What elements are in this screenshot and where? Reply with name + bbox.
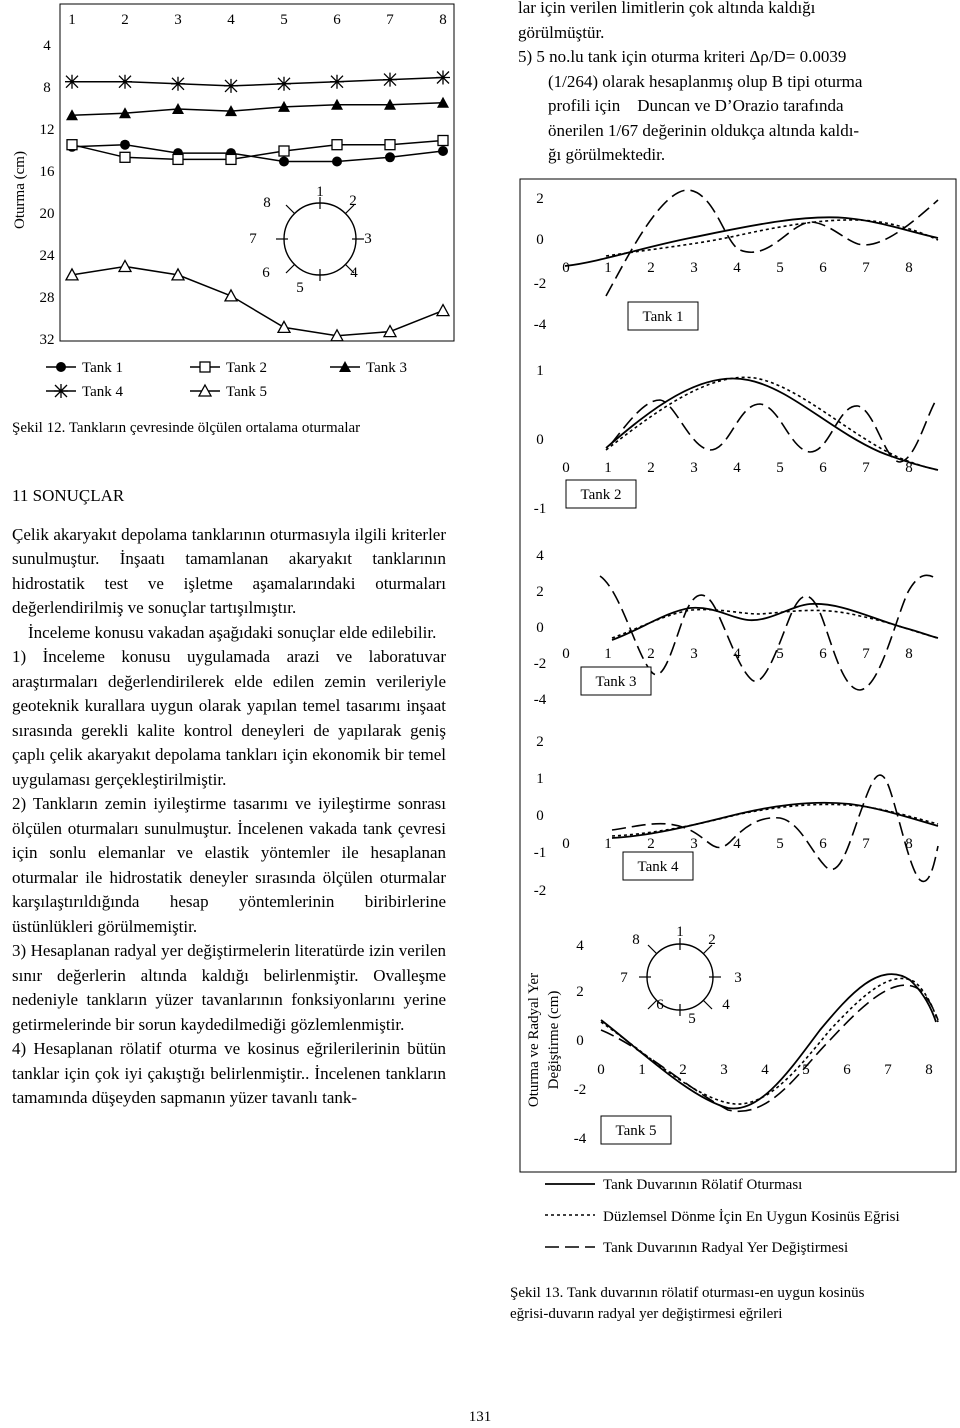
fig13-xtick: 6 bbox=[819, 646, 827, 662]
list-item: 3) Hesaplanan radyal yer değiştirmelerin literatürde izin verilen sınır değerlerin altında kaldığı belirlenmiştir. Ovalleşme nedeniyle tankların yüzer tavanlarının fonksiyonlarını yerine getirmelerinde bir sorun kaydedilmediği gözlemlenmiştir. bbox=[12, 941, 446, 1034]
fig13-xtick: 5 bbox=[776, 260, 784, 276]
fig13-xtick-labels bbox=[562, 260, 913, 276]
fig13-chart bbox=[510, 179, 956, 1322]
fig13-panel-tank4 bbox=[534, 734, 938, 899]
fig13-xtick: 3 bbox=[720, 1062, 728, 1078]
fig13-xtick: 2 bbox=[647, 646, 655, 662]
fig12-xtick: 6 bbox=[333, 12, 341, 28]
fig12-caption: Şekil 12. Tankların çevresinde ölçülen ortalama oturmalar bbox=[12, 420, 361, 436]
fig12-inset-label: 8 bbox=[263, 195, 271, 211]
fig12-inset-tick bbox=[286, 205, 295, 214]
fig13-xtick: 7 bbox=[862, 646, 870, 662]
fig13-xtick-labels bbox=[562, 460, 913, 476]
fig12-legend-label: Tank 2 bbox=[226, 360, 268, 376]
fig13-xtick: 7 bbox=[862, 460, 870, 476]
fig12-inset-label: 5 bbox=[296, 280, 304, 296]
text-line: önerilen 1/67 değerinin oldukça altında kaldı- bbox=[548, 120, 860, 140]
fig13-inset-label: 5 bbox=[688, 1011, 696, 1027]
fig13-xtick: 0 bbox=[562, 460, 570, 476]
fig12-chart bbox=[12, 4, 454, 436]
fig13-ytick: 0 bbox=[536, 432, 544, 448]
fig12-tank-inset bbox=[249, 184, 372, 296]
series-5-point bbox=[437, 305, 449, 316]
section-heading: 11 SONUÇLAR bbox=[12, 486, 125, 505]
series-4-point bbox=[224, 79, 238, 93]
fig12-ytick: 16 bbox=[39, 164, 55, 180]
fig13-xtick: 5 bbox=[776, 646, 784, 662]
fig12-legend-marker-asterisk bbox=[54, 384, 68, 398]
fig13-tank2-relative-settlement bbox=[606, 378, 938, 470]
series-4-point bbox=[330, 75, 344, 89]
fig12-xtick: 2 bbox=[121, 12, 129, 28]
fig13-ytick: -1 bbox=[533, 845, 547, 861]
fig13-inset-label: 8 bbox=[632, 932, 640, 948]
fig13-xtick: 2 bbox=[679, 1062, 687, 1078]
fig12-ytick: 4 bbox=[43, 38, 51, 54]
fig13-xtick: 7 bbox=[884, 1062, 892, 1078]
series-2-point bbox=[67, 140, 77, 150]
fig12-inset-label: 4 bbox=[350, 265, 358, 281]
fig13-ytick: -2 bbox=[573, 1082, 587, 1098]
fig13-ytick: 1 bbox=[536, 771, 544, 787]
fig13-xtick: 7 bbox=[862, 260, 870, 276]
fig13-ylabel-line2: Değiştirme (cm) bbox=[546, 990, 562, 1090]
fig12-legend-label: Tank 1 bbox=[82, 360, 124, 376]
fig13-panel-label: Tank 1 bbox=[642, 309, 684, 325]
fig13-xtick: 6 bbox=[819, 460, 827, 476]
series-4-point bbox=[277, 77, 291, 91]
fig13-ytick: 2 bbox=[536, 584, 544, 600]
right-column-top bbox=[518, 0, 958, 168]
fig13-xtick: 5 bbox=[776, 836, 784, 852]
series-1-point bbox=[120, 140, 130, 150]
fig13-xtick: 3 bbox=[690, 646, 698, 662]
fig13-ytick: 1 bbox=[536, 363, 544, 379]
fig12-xtick: 4 bbox=[227, 12, 235, 28]
fig13-xtick: 1 bbox=[604, 836, 612, 852]
series-1-point bbox=[332, 157, 342, 167]
fig13-panel-label: Tank 4 bbox=[637, 859, 679, 875]
text-line: görülmüştür. bbox=[518, 22, 605, 42]
fig13-xtick: 5 bbox=[802, 1062, 810, 1078]
fig12-xtick: 8 bbox=[439, 12, 447, 28]
fig13-ytick: 4 bbox=[576, 938, 584, 954]
fig12-inset-tick bbox=[286, 264, 295, 273]
fig13-legend-label: Düzlemsel Dönme İçin En Uygun Kosinüs Eğrisi bbox=[603, 1209, 900, 1225]
fig13-ytick: 0 bbox=[536, 232, 544, 248]
fig13-xtick: 6 bbox=[843, 1062, 851, 1078]
series-line-5 bbox=[72, 267, 443, 336]
series-2-point bbox=[226, 154, 236, 164]
fig13-xtick: 3 bbox=[690, 260, 698, 276]
fig13-xtick: 6 bbox=[819, 260, 827, 276]
fig13-legend bbox=[545, 1177, 900, 1256]
series-2-point bbox=[120, 152, 130, 162]
fig12-legend bbox=[46, 360, 407, 400]
series-5-point bbox=[278, 321, 290, 332]
fig13-xtick-labels bbox=[597, 1062, 933, 1078]
series-5-point bbox=[225, 290, 237, 301]
text-line: lar için verilen limitlerin çok altında kaldığı bbox=[518, 0, 816, 17]
fig12-ytick-labels bbox=[40, 38, 56, 348]
series-1-point bbox=[385, 152, 395, 162]
text-line: 5) 5 no.lu tank için oturma kriteri Δρ/D= 0.0039 bbox=[518, 47, 847, 66]
fig12-legend-label: Tank 5 bbox=[226, 384, 268, 400]
series-4-point bbox=[118, 75, 132, 89]
fig13-xtick: 2 bbox=[647, 260, 655, 276]
fig13-ytick: 2 bbox=[536, 734, 544, 750]
fig13-xtick: 2 bbox=[647, 836, 655, 852]
fig13-inset-label: 6 bbox=[656, 997, 664, 1013]
series-2-point bbox=[438, 136, 448, 146]
series-5-point bbox=[119, 261, 131, 272]
fig13-tank2-radial-displacement bbox=[611, 400, 936, 462]
fig13-xtick: 8 bbox=[905, 646, 913, 662]
series-2-point bbox=[173, 154, 183, 164]
fig13-ylabel-line1: Oturma ve Radyal Yer bbox=[526, 972, 542, 1108]
fig13-xtick: 4 bbox=[733, 260, 741, 276]
fig12-ytick: 12 bbox=[39, 122, 55, 138]
fig13-ytick: -2 bbox=[533, 883, 547, 899]
left-column bbox=[12, 484, 446, 1111]
fig13-xtick: 0 bbox=[597, 1062, 605, 1078]
fig13-tank4-relative-settlement bbox=[612, 803, 938, 838]
fig13-inset-label: 7 bbox=[620, 970, 628, 986]
fig13-xtick: 4 bbox=[733, 646, 741, 662]
fig13-xtick: 1 bbox=[604, 646, 612, 662]
fig13-ytick: -1 bbox=[533, 501, 547, 517]
series-2-point bbox=[385, 140, 395, 150]
fig13-caption-line1: Şekil 13. Tank duvarının rölatif oturması-en uygun kosinüs bbox=[510, 1285, 865, 1301]
paragraph: İnceleme konusu vakadan aşağıdaki sonuçlar elde edilebilir. bbox=[28, 622, 437, 642]
fig13-ytick: 0 bbox=[536, 808, 544, 824]
page-number: 131 bbox=[468, 1409, 492, 1425]
fig13-xtick: 0 bbox=[562, 836, 570, 852]
fig13-tank4-cosine-fit bbox=[612, 804, 938, 836]
fig13-panel-tank2 bbox=[534, 363, 938, 517]
fig12-xtick: 1 bbox=[68, 12, 76, 28]
list-item: 4) Hesaplanan rölatif oturma ve kosinus eğrilerilerinin bütün tanklar için çok iyi çakıştığı belirlenmiştir.. İncelenen tankların tamamında düşeyden sapmanın yüzer tavanlı tank- bbox=[12, 1039, 446, 1107]
fig12-inset-label: 2 bbox=[349, 193, 357, 209]
series-4-point bbox=[436, 71, 450, 85]
fig13-xtick: 7 bbox=[862, 836, 870, 852]
fig13-tank1-radial-displacement bbox=[606, 190, 938, 296]
series-4-point bbox=[383, 73, 397, 87]
fig13-inset-label: 1 bbox=[676, 924, 684, 940]
fig13-ytick: 2 bbox=[576, 984, 584, 1000]
fig13-tank3-cosine-fit bbox=[612, 610, 938, 638]
fig13-xtick: 8 bbox=[905, 260, 913, 276]
fig12-xtick-labels bbox=[68, 12, 447, 28]
series-4-point bbox=[65, 75, 79, 89]
fig13-panel-tank3 bbox=[534, 548, 938, 708]
fig13-tank3-relative-settlement bbox=[612, 604, 938, 640]
fig13-xtick: 1 bbox=[638, 1062, 646, 1078]
fig13-panel-label: Tank 2 bbox=[580, 487, 622, 503]
fig13-tank5-cosine-fit bbox=[601, 978, 938, 1104]
series-2-point bbox=[332, 140, 342, 150]
fig13-ytick: -4 bbox=[533, 317, 547, 333]
fig12-ytick: 28 bbox=[39, 290, 55, 306]
fig13-xtick: 6 bbox=[819, 836, 827, 852]
fig13-legend-label: Tank Duvarının Radyal Yer Değiştirmesi bbox=[603, 1240, 849, 1256]
text-line: ğı görülmektedir. bbox=[548, 145, 666, 164]
fig12-ytick: 20 bbox=[39, 206, 55, 222]
fig13-ytick: 2 bbox=[536, 191, 544, 207]
fig13-tank1-relative-settlement bbox=[565, 217, 938, 266]
fig12-ytick: 8 bbox=[43, 80, 51, 96]
fig12-ylabel: Oturma (cm) bbox=[12, 151, 28, 229]
fig13-panel-tank5 bbox=[574, 924, 938, 1147]
fig12-xtick: 3 bbox=[174, 12, 182, 28]
fig13-xtick: 5 bbox=[776, 460, 784, 476]
fig12-ytick: 32 bbox=[39, 332, 55, 348]
fig13-xtick: 8 bbox=[905, 460, 913, 476]
fig13-panel-label: Tank 5 bbox=[615, 1123, 657, 1139]
fig13-xtick: 4 bbox=[733, 836, 741, 852]
fig12-inset-label: 6 bbox=[262, 265, 270, 281]
fig13-inset-tick bbox=[648, 945, 657, 954]
fig12-legend-marker-square bbox=[200, 362, 210, 372]
paragraph: Çelik akaryakıt depolama tanklarının oturmasıyla ilgili kriterler sunulmuştur. İnşaatı tamamlanan akaryakıt tanklarının hidrostatik test ve işletme aşamalarındaki oturmaları değerlendirilmiş ve sonuçlar tartışılmıştır. bbox=[12, 524, 446, 617]
fig13-xtick: 4 bbox=[761, 1062, 769, 1078]
fig12-legend-label: Tank 3 bbox=[366, 360, 408, 376]
fig13-xtick: 1 bbox=[604, 260, 612, 276]
series-2-point bbox=[279, 146, 289, 156]
fig12-legend-label: Tank 4 bbox=[82, 384, 124, 400]
fig13-xtick: 3 bbox=[690, 460, 698, 476]
series-5-point bbox=[384, 326, 396, 337]
fig13-ytick: -4 bbox=[573, 1131, 587, 1147]
fig13-legend-label: Tank Duvarının Rölatif Oturması bbox=[603, 1177, 803, 1193]
fig12-inset-label: 1 bbox=[316, 184, 324, 200]
list-item: 1) İnceleme konusu uygulamada arazi ve laboratuvar araştırmaları değerlendirilerek elde edilen zemin verileriyle geoteknik kurallara uygun olarak yapılan temel tasarımı inşaat sırasında gerekli kalite kontrol deneyleri de yapılarak geniş çaplı çelik akaryakıt depolama tankları için ekonomik bir temel uygulaması gerçekleştirilmiştir. bbox=[12, 647, 446, 789]
fig13-xtick: 8 bbox=[905, 836, 913, 852]
fig13-xtick: 0 bbox=[562, 646, 570, 662]
fig13-caption-line2: eğrisi-duvarın radyal yer değiştirmesi eğrileri bbox=[510, 1306, 783, 1322]
fig13-xtick: 0 bbox=[562, 260, 570, 276]
fig13-ytick: -2 bbox=[533, 276, 547, 292]
text-line: (1/264) olarak hesaplanmış olup B tipi oturma bbox=[548, 71, 863, 91]
fig13-xtick: 8 bbox=[925, 1062, 933, 1078]
fig13-tank-inset bbox=[620, 924, 742, 1027]
series-1-point bbox=[279, 157, 289, 167]
list-item: 2) Tankların zemin iyileştirme tasarımı ve iyileştirme sonrası ölçülen oturmaları sunulmuştur. İncelenen vakada tank çevresi için sonlu elemanlar ve elastik yöntemler ile hesaplanan oturmalar ile hidrostatik deneyler sırasında ölçülen oturmalar karşılaştırıldığında hesap yöntemlerinin biribirlerine üstünlükleri görülmemiştir. bbox=[12, 794, 446, 936]
fig13-xtick: 4 bbox=[733, 460, 741, 476]
fig12-series-group bbox=[65, 71, 450, 341]
fig13-xtick: 2 bbox=[647, 460, 655, 476]
fig13-ytick: 4 bbox=[536, 548, 544, 564]
fig13-ytick: -4 bbox=[533, 692, 547, 708]
fig13-panel-label: Tank 3 bbox=[595, 674, 637, 690]
fig13-xtick: 1 bbox=[604, 460, 612, 476]
series-1-point bbox=[438, 146, 448, 156]
fig13-inset-tick bbox=[703, 1000, 712, 1009]
fig13-inset-label: 2 bbox=[708, 932, 716, 948]
fig12-xtick: 5 bbox=[280, 12, 288, 28]
fig12-legend-marker-circle bbox=[56, 362, 66, 372]
fig13-ytick: 0 bbox=[536, 620, 544, 636]
fig12-inset-label: 7 bbox=[249, 231, 257, 247]
fig12-inset-label: 3 bbox=[364, 231, 372, 247]
fig12-ytick: 24 bbox=[39, 248, 55, 264]
text-line: profili için Duncan ve D’Orazio tarafında bbox=[548, 96, 844, 115]
fig12-plot-frame bbox=[60, 4, 454, 341]
fig13-xtick: 3 bbox=[690, 836, 698, 852]
fig13-ytick: -2 bbox=[533, 656, 547, 672]
fig13-ytick: 0 bbox=[576, 1033, 584, 1049]
fig13-panel-tank1 bbox=[534, 190, 938, 333]
series-4-point bbox=[171, 77, 185, 91]
fig13-inset-label: 3 bbox=[734, 970, 742, 986]
fig13-inset-label: 4 bbox=[722, 997, 730, 1013]
fig12-xtick: 7 bbox=[386, 12, 394, 28]
